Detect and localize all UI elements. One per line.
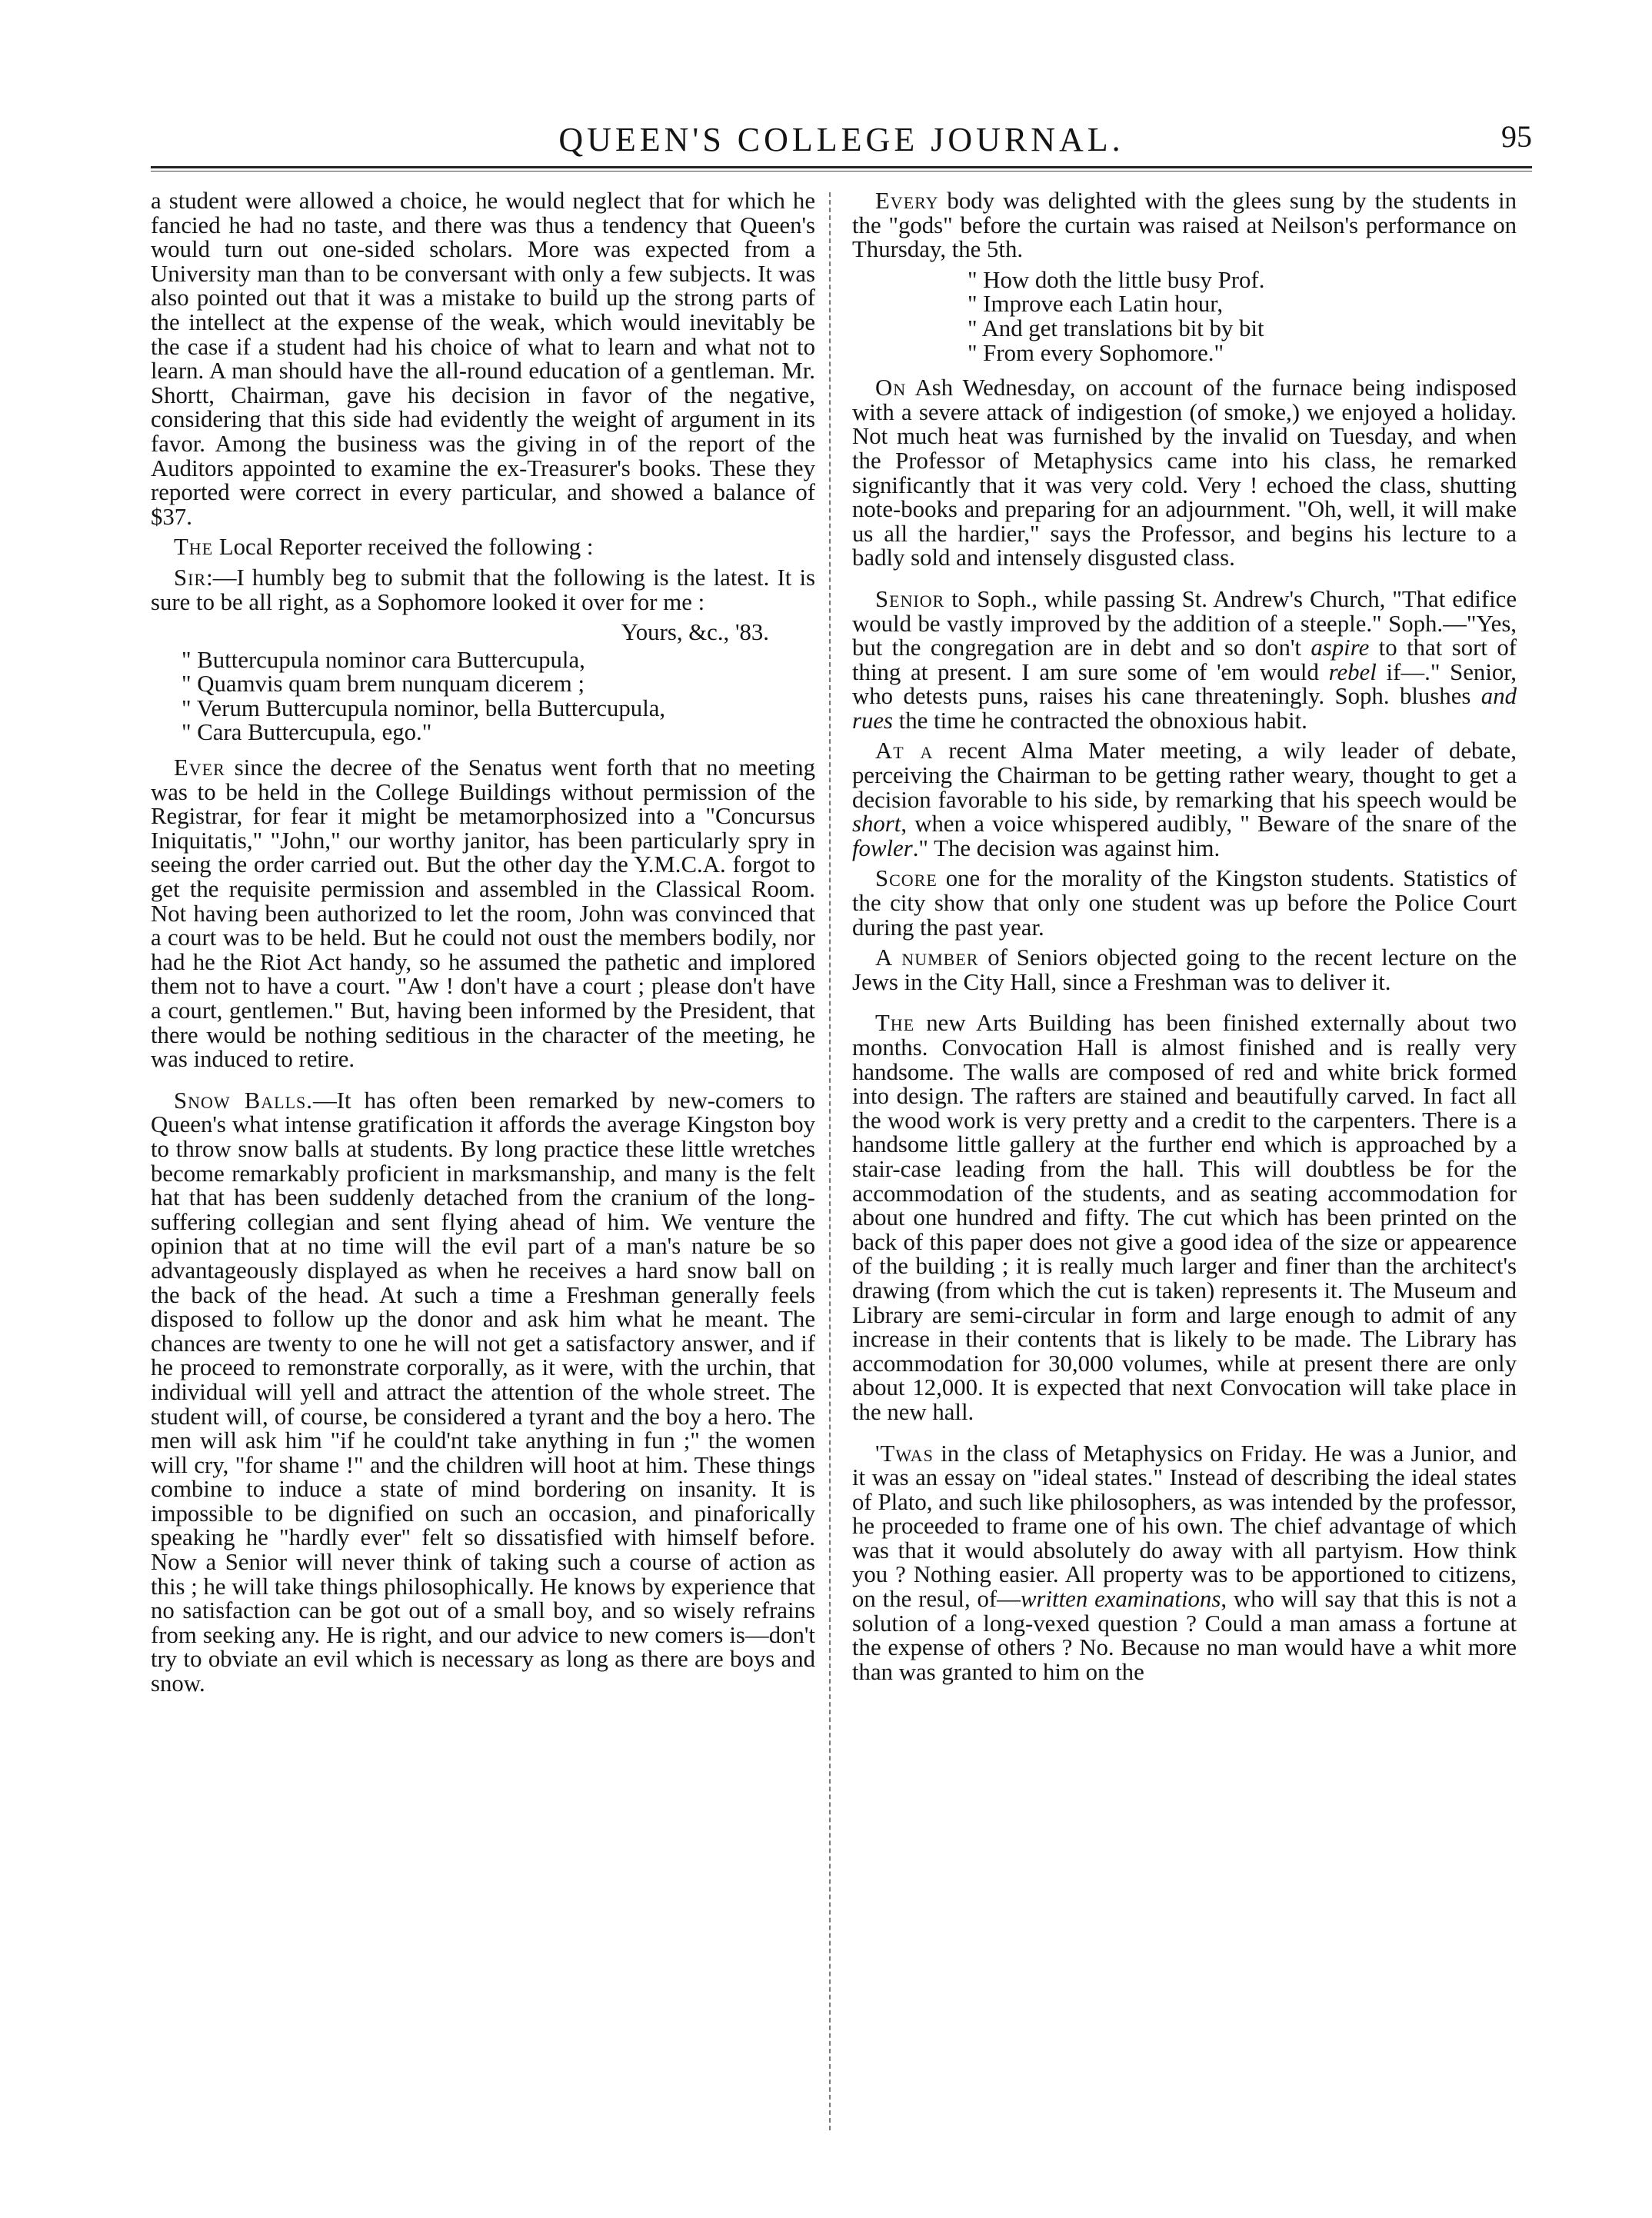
glees-verse (968, 268, 1517, 365)
arts-building-text: new Arts Building has been finished externally about two months. Convocation Hall is almost finished and is really very handsome. The walls are composed of red and white brick formed into design. The rafters are stained and beautifully carved. In fact all the wood work is very pretty and a credit to the carpenters. There is a handsome little gallery at the further end which is approached by a stair-case leading from the hall. This will doubtless be for the accommodation of the students, and as seating accommodation for about one hundred and fifty. The cut which has been printed on the back of this paper does not give a good idea of the size or appearence of the building ; it is really much larger and finer than the architect's drawing (from which the cut is taken) represents it. The Museum and Library are semi-circular in form and large enough to admit of any increase in their contents that is likely to be made. The Library has accommodation for 30,000 volumes, while at present there are only about 12,000. It is expected that next Convocation will take place in the new hall. (852, 1010, 1517, 1425)
snowballs-paragraph (151, 1089, 815, 1697)
glees-paragraph (852, 189, 1517, 262)
church-text: to that sort of thing at present. I am sure some of 'em would (852, 634, 1517, 685)
lecture-text: of Seniors objected going to the recent lecture on the Jews in the City Hall, since a Freshman was to deliver it. (852, 944, 1517, 995)
journal-title: QUEEN'S COLLEGE JOURNAL. (558, 121, 1124, 158)
snowballs-heading: Snow Balls. (174, 1087, 313, 1114)
debate-continuation: a student were allowed a choice, he would neglect that for which he fancied he had no taste, and there was thus a tendency that Queen's would turn out one-sided scholars. More was expected from a University man than to be conversant with only a few subjects. It was also pointed out that it was a mistake to build up the strong parts of the intellect at the expense of the weak, which would inevitably be the case if a student had his choice of what to learn and what not to learn. A man should have the all-round education of a gentleman. Mr. Shortt, Chairman, gave his decision in favor of the negative, considering that this side had evidently the weight of argument in its favor. Among the business was the giving in of the report of the Auditors appointed to examine the ex-Treasurer's books. These they reported were correct in every particular, and showed a balance of $37. (151, 189, 815, 530)
glees-text: body was delighted with the glees sung by the students in the "gods" before the curtain was raised at Neilson's performance on Thursday, the 5th. (852, 189, 1517, 263)
lecture-paragraph (852, 946, 1517, 994)
church-text: to Soph., while passing St. Andrew's Church, "That edifice would be vastly improved by the addition of a steeple." Soph.—"Yes, but the congregation are in debt and so don't (852, 585, 1517, 661)
snowballs-text: —It has often been remarked by new-comers to Queen's what intense gratification it affords the average Kingston boy to throw snow balls at students. By long practice these little wretches become remarkably proficient in marksmanship, and many is the felt hat that has been suddenly detached from the cranium of the long-suffering collegian and sent flying ahead of him. We venture the opinion that at no time will the evil part of a man's nature be so advantageously displayed as when he receives a hard snow ball on the back of the head. At such a time a Freshman generally feels disposed to follow up the donor and ask him what he meant. The chances are twenty to one he will not get a satisfactory answer, and if he proceed to remonstrate corporally, as it were, with the urchin, that individual will yell and attract the attention of the whole street. The student will, of course, be considered a tyrant and the boy a hero. The men will ask him "if he could'nt take anything in fun ;" the women will cry, "for shame !" and the children will hoot at him. These things combine to induce a state of mind bordering on insanity. It is impossible to be dignified on such an occasion, and pinaforically speaking he "hardly ever" felt so dissatisfied with himself before. Now a Senior will never think of taking such a course of action as this ; he will take things philosophically. He knows by experience that no satisfaction can be got out of a small boy, and so wisely refrains from seeking any. He is right, and our advice to new comers is—don't try to obviate an evil which is necessary as long as there are boys and snow. (151, 1087, 815, 1697)
ash-wednesday-paragraph (852, 376, 1517, 571)
lecture-lead: A number (875, 944, 979, 971)
janitor-text: since the decree of the Senatus went forth that no meeting was to be held in the College Buildings without permission of the Registrar, for fear it might be metamorphosized into a "Concursus Iniquitatis," "John," our worthy janitor, has been particularly spry in seeing the order carried out. But the other day the Y.M.C.A. forgot to get the requisite permission and assembled in the Classical Room. Not having been authorized to let the room, John was convinced that a court was to be held. But he could not oust the members bodily, nor had he the Riot Act handy, so he assumed the pathetic and implored them not to have a court. "Aw ! don't have a court ; please don't have a court, gentlemen." But, having been informed by the President, that there would be nothing seditious in the character of the meeting, he was induced to retire. (151, 754, 815, 1073)
pun-rues: and rues (852, 683, 1517, 734)
ash-wednesday-lead: On (875, 375, 907, 401)
page-number: 95 (1501, 119, 1532, 154)
left-column (151, 189, 815, 2158)
reporter-text: Local Reporter received the following : (213, 534, 594, 561)
verse-line: " And get translations bit by bit (968, 315, 1264, 341)
pun-rebel: rebel (1328, 658, 1377, 685)
arts-building-paragraph (852, 1011, 1517, 1424)
metaphysics-text: in the class of Metaphysics on Friday. He was a Junior, and it was an essay on "ideal states." Instead of describing the ideal states of Plato, and such like philosophers, as was intended by the professor, he proceeded to frame one of his own. The chief advantage of which was that it would absolutely do away with all partyism. How think you ? Nothing easier. All property was to be apportioned to citizens, on the resul, of— (852, 1440, 1517, 1613)
right-column (852, 189, 1517, 2158)
letter-paragraph (151, 566, 815, 614)
church-text: the time he contracted the obnoxious habit. (893, 707, 1307, 734)
alma-mater-paragraph (852, 739, 1517, 861)
latin-poem (182, 648, 815, 745)
church-paragraph (852, 585, 1517, 734)
alma-mater-text: ." The decision was against him. (912, 834, 1221, 861)
alma-mater-text: , when a voice whispered audibly, " Beware of the snare of the (901, 811, 1517, 838)
poem-line: " Verum Buttercupula nominor, bella Buttercupula, (182, 694, 666, 721)
church-lead: Senior (875, 585, 945, 612)
verse-line: " From every Sophomore." (968, 339, 1224, 366)
church-text: if—." Senior, who detests puns, raises his cane threateningly. Soph. blushes (852, 658, 1517, 710)
running-head (151, 115, 1532, 162)
verse-line: " Improve each Latin hour, (968, 291, 1224, 318)
header-rule (151, 166, 1532, 172)
metaphysics-paragraph (852, 1442, 1517, 1685)
emphasis-short: short (852, 811, 901, 838)
alma-mater-lead: At a (875, 738, 934, 764)
arts-building-lead: The (875, 1010, 915, 1037)
reporter-lead: The (174, 534, 214, 561)
poem-line: " Cara Buttercupula, ego." (182, 719, 432, 746)
janitor-lead: Ever (174, 754, 225, 781)
ash-wednesday-text: Ash Wednesday, on account of the furnace being indisposed with a severe attack of indigestion (of smoke,) we enjoyed a holiday. Not much heat was furnished by the invalid on Tuesday, and when the Professor of Metaphysics came into his class, he remarked significantly that it was very cold. Very ! echoed the class, shutting note-books and preparing for an adjournment. "Oh, well, it will make us all the hardier," says the Professor, and begins his lecture to a badly sold and intensely disgusted class. (852, 375, 1517, 571)
letter-salutation: Sir (174, 564, 207, 591)
poem-line: " Quamvis quam brem nunquam dicerem ; (182, 671, 585, 698)
alma-mater-text: recent Alma Mater meeting, a wily leader of debate, perceiving the Chairman to be getting rather weary, thought to get a decision favorable to his side, by remarking that his speech would be (852, 738, 1517, 813)
letter-text: :—I humbly beg to submit that the following is the latest. It is sure to be all right, as a Sophomore looked it over for me : (151, 564, 815, 615)
letter-signature: Yours, &c., '83. (621, 619, 769, 646)
janitor-paragraph (151, 756, 815, 1072)
pun-aspire: aspire (1311, 634, 1370, 661)
column-divider (829, 192, 831, 2130)
glees-lead: Every (875, 189, 939, 214)
metaphysics-lead: 'Twas (875, 1440, 934, 1467)
morality-paragraph (852, 867, 1517, 940)
emphasis-written-examinations: written examinations (1020, 1586, 1221, 1613)
reporter-paragraph (151, 535, 815, 560)
poem-line: " Buttercupula nominor cara Buttercupula, (182, 646, 585, 673)
verse-line: " How doth the little busy Prof. (968, 266, 1265, 293)
morality-text: one for the morality of the Kingston students. Statistics of the city show that only one student was up before the Police Court during the past year. (852, 865, 1517, 941)
morality-lead: Score (875, 865, 938, 892)
metaphysics-text: , who will say that this is not a solution of a long-vexed question ? Could a man amass a fortune at the expense of others ? No. Because no man would have a whit more than was granted to him on the (852, 1586, 1517, 1685)
emphasis-fowler: fowler (852, 834, 913, 861)
